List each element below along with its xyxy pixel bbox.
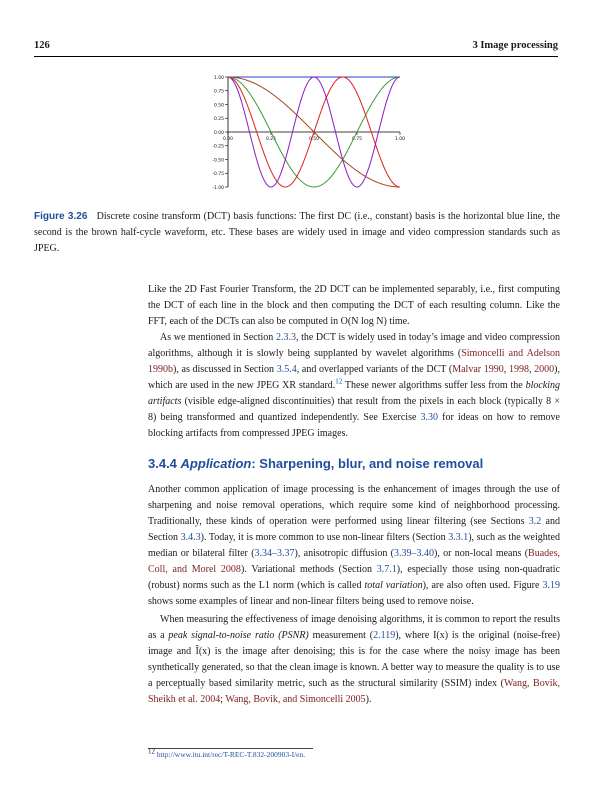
y-tick-label: -1.00 [212, 185, 224, 191]
text: ), or non-local means ( [433, 548, 529, 559]
section-link[interactable]: 3.3.1 [448, 532, 469, 543]
text: These newer algorithms suffer less from the [342, 380, 526, 391]
chart-axes [212, 75, 405, 191]
section-link[interactable]: 2.3.3 [275, 332, 296, 343]
text: ), anisotropic diffusion ( [294, 548, 394, 559]
y-tick-label: -0.75 [212, 172, 224, 178]
para1-text: Like the 2D Fast Fourier Transform, the 2D DCT can be implemented separably, i.e., first computing the DCT of each line in the block and then computing the DCT of each resulting column. Like the FFT, each of the DCTs can also be computed in O(N log N) time. [148, 284, 560, 327]
page-number: 126 [34, 40, 50, 51]
y-tick-label: -0.50 [212, 158, 224, 164]
citation-link[interactable]: Wang, Bovik, Sheikh et al. 2004 [148, 678, 560, 705]
emphasis-text: peak signal-to-noise ratio (PSNR) [168, 630, 309, 641]
section-link[interactable]: 3.5.4 [276, 364, 297, 375]
figure-caption [34, 209, 560, 257]
y-tick-label: 0.25 [213, 117, 224, 123]
equation-link[interactable]: 3.34–3.37 [254, 548, 295, 559]
exercise-link[interactable]: 3.30 [420, 412, 439, 423]
citation-link[interactable]: 1998 [508, 364, 529, 375]
paragraph-dct-usage [148, 330, 560, 442]
text: ), as discussed in Section [173, 364, 277, 375]
text: Another common application of image processing is the enhancement of images through the use of sharpening and noise removal operations, which require some kind of neighborhood processing. Traditionally, these kinds of operation were performed using linear filtering (see Sections [148, 484, 560, 527]
footnote-marker[interactable]: 12 [335, 377, 343, 386]
text: for ideas on how to remove blocking artifacts from compressed JPEG images. [148, 412, 560, 439]
paragraph-dct-separable [148, 282, 560, 330]
footnote-url[interactable]: http://www.itu.int/rec/T-REC-T.832-200903-I/en. [156, 750, 306, 759]
section-heading [148, 456, 560, 471]
x-tick-label: 0.00 [222, 137, 234, 142]
header-rule [34, 56, 558, 57]
citation-link[interactable]: Wang, Bovik, and Simoncelli 2005 [225, 694, 366, 705]
equation-link[interactable]: 3.39–3.40 [393, 548, 434, 559]
text: (visible edge-aligned discontinuities) that result from the pixels in each block (typically 8 × 8) being transformed and quantized independently. See Exercise [148, 396, 560, 423]
caption-text: Discrete cosine transform (DCT) basis functions: The first DC (i.e., constant) basis is the horizontal blue line, the second is the brown half-cycle waveform, etc. These bases are widely used in image and video compression standards such as JPEG. [34, 211, 560, 254]
text: As we mentioned in Section [160, 332, 276, 343]
emphasis-text: blocking artifacts [148, 380, 560, 407]
y-tick-label: 0.00 [213, 130, 224, 136]
text: shows some examples of linear and non-linear filters being used to remove noise. [148, 596, 474, 607]
section-link[interactable]: 3.2 [528, 516, 542, 527]
text: When measuring the effectiveness of image denoising algorithms, it is common to report the results as a [148, 614, 560, 641]
section-link[interactable]: 3.7.1 [376, 564, 397, 575]
text: ), where I(x) is the original (noise-free) image and Î(x) is the image after denoising; this is for the case where the noisy image has been synthetically generated, so that the clean image is known. A better way to measure the quality is to use a perceptually based similarity metric, such as the structural similarity (SSIM) index ( [148, 630, 561, 689]
text: measurement ( [308, 630, 374, 641]
figure-label: Figure 3.26 [34, 211, 88, 222]
x-tick-label: 0.25 [265, 137, 277, 142]
section-title: : Sharpening, blur, and noise removal [251, 456, 484, 471]
footnote-rule [148, 748, 313, 749]
text: ), such as the weighted median or bilateral filter ( [148, 532, 560, 559]
text: ). Variational methods (Section [240, 564, 377, 575]
text: ), are also often used. Figure [422, 580, 543, 591]
dct-basis-chart [0, 60, 614, 210]
chapter-title: 3 Image processing [472, 40, 558, 51]
text: ), which are used in the new JPEG XR standard. [148, 364, 560, 391]
text: , the DCT is widely used in today’s image and video compression algorithms, although it is slowly being supplanted by wavelet algorithms ( [148, 332, 560, 359]
citation-link[interactable]: Simoncelli and Adelson 1990b [148, 348, 561, 375]
equation-link[interactable]: 2.119 [373, 630, 396, 641]
citation-link[interactable]: 2000 [534, 364, 555, 375]
y-tick-label: 0.75 [213, 89, 224, 95]
text: , [528, 364, 535, 375]
paragraph-enhancement [148, 482, 560, 610]
text: ), especially those using non-quadratic (robust) norms such as the L1 norm (which is called [148, 564, 561, 591]
section-link[interactable]: 3.4.3 [180, 532, 201, 543]
y-tick-label: 1.00 [213, 75, 224, 81]
citation-link[interactable]: Buades, Coll, and Morel 2008 [148, 548, 560, 575]
page-header [34, 40, 558, 54]
section-emphasis: Application [180, 456, 252, 471]
y-tick-label: -0.25 [212, 144, 224, 150]
x-tick-label: 0.50 [308, 137, 320, 142]
paragraph-psnr [148, 612, 560, 708]
citation-link[interactable]: Malvar 1990 [452, 364, 504, 375]
footnote [148, 747, 306, 759]
text: ; [220, 694, 226, 705]
text: ). Today, it is more common to use non-linear filters (Section [200, 532, 449, 543]
text: ). [365, 694, 372, 705]
figure-link[interactable]: 3.19 [542, 580, 560, 591]
x-tick-label: 0.75 [351, 137, 363, 142]
footnote-number: 12 [148, 747, 155, 756]
emphasis-text: total variation [364, 580, 423, 591]
section-number: 3.4.4 [148, 456, 177, 471]
y-tick-label: 0.50 [213, 103, 224, 109]
text: and Section [148, 516, 560, 543]
x-tick-label: 1.00 [394, 137, 406, 142]
text: , [503, 364, 509, 375]
text: , and overlapped variants of the DCT ( [296, 364, 453, 375]
